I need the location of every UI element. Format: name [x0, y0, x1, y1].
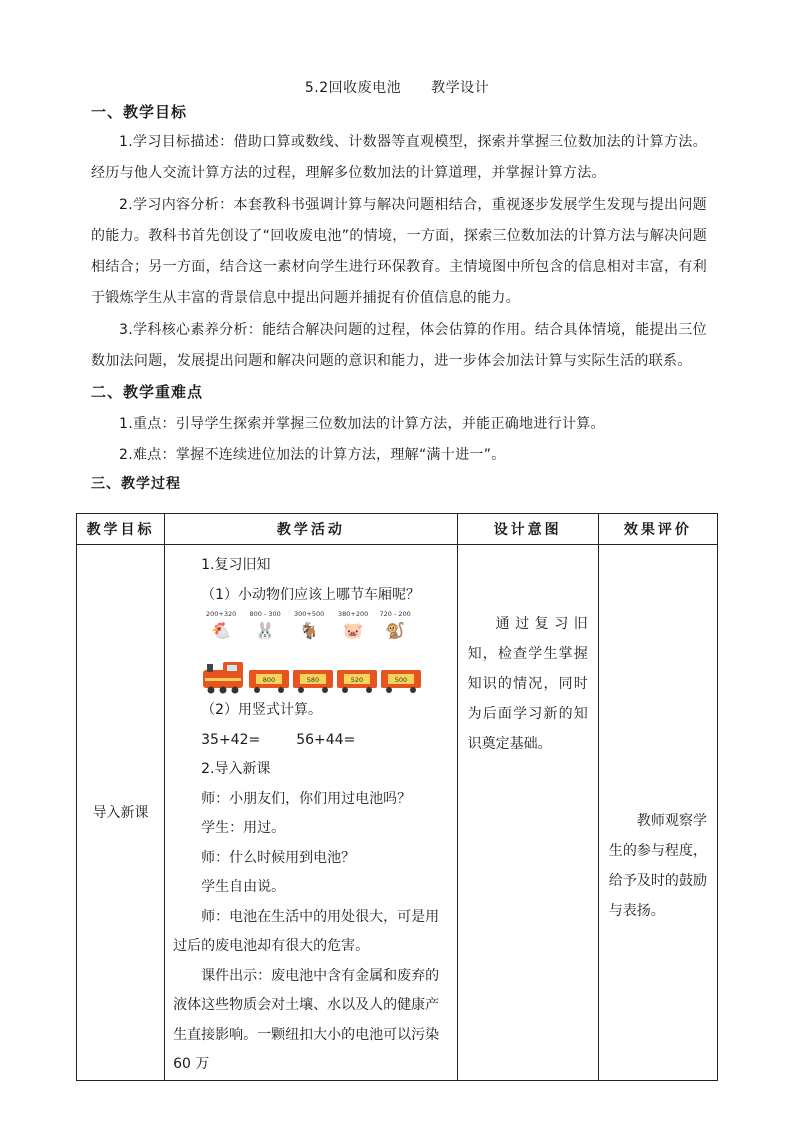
- goal-paragraph-2: 2.学习内容分析：本套教科书强调计算与解决问题相结合，重视逐步发展学生发现与提出问题的能力。教科书首先创设了“回收废电池”的情境，一方面，探索三位数加法的计算方法与解决问题相结合；另一方面，结合这一素材向学生进行环保教育。主情境图中所包含的信息相对丰富，有利于锻炼学生从丰富的背景信息中提出问题并捕捉有价值信息的能力。: [91, 197, 707, 306]
- table-row: [77, 545, 718, 1081]
- section-heading-process: 三、教学过程: [91, 476, 181, 492]
- goal-paragraph-1: 1.学习目标描述：借助口算或数线、计数器等直观模型，探索并掌握三位数加法的计算方法。经历与他人交流计算方法的过程，理解多位数加法的计算道理，并掌握计算方法。: [91, 134, 707, 181]
- activity-question-1: （1）小动物们应该上哪节车厢呢？: [201, 586, 421, 603]
- activity-cell: [165, 545, 457, 1081]
- car-label: 500: [394, 676, 408, 684]
- car-label: 580: [306, 676, 320, 684]
- goat-icon: 🐐: [299, 621, 320, 640]
- intent-text: 通过复习旧知，检查学生掌握知识的情况，同时为后面学习新的知识奠定基础。: [467, 616, 588, 752]
- monkey-icon: 🐒: [385, 621, 406, 640]
- activity-newlesson-heading: 2.导入新课: [201, 761, 271, 777]
- evaluation-cell: [598, 545, 717, 1081]
- goal-cell: 导入新课: [77, 545, 165, 1081]
- animal-expressions: [201, 610, 421, 658]
- activity-calculations: [173, 726, 446, 756]
- goal-paragraph-3: 3.学科核心素养分析：能结合解决问题的过程，体会估算的作用。结合具体情境，能提出三位数加法问题，发展提出问题和解决问题的意识和能力，进一步体会加法计算与实际生活的联系。: [91, 322, 707, 369]
- table-header-row: [77, 514, 718, 545]
- title-lesson: 5.2回收废电池: [304, 80, 402, 96]
- dialogue-line: 师：小朋友们，你们用过电池吗？: [201, 790, 412, 807]
- document-title: [0, 77, 794, 97]
- train-icon: [201, 658, 425, 694]
- dialogue-line: 学生：用过。: [201, 820, 286, 836]
- chicken-icon: 🐔: [211, 621, 232, 640]
- rabbit-icon: 🐰: [255, 621, 276, 640]
- teaching-process-table: [76, 513, 718, 1081]
- expression-label: 200+320: [205, 610, 237, 618]
- train-illustration: [201, 610, 446, 696]
- dialogue-line: 师：什么时候用到电池？: [201, 849, 356, 866]
- car-label: 800: [262, 676, 276, 684]
- pig-icon: 🐷: [343, 621, 364, 640]
- header-activity: 教学活动: [165, 514, 457, 545]
- calc-1: 35+42=: [201, 731, 261, 748]
- keypoint-difficult: 2.难点：掌握不连续进位加法的计算方法，理解“满十进一”。: [119, 447, 506, 463]
- expression-label: 380+200: [337, 610, 369, 618]
- intent-cell: [457, 545, 598, 1081]
- header-goal: 教学目标: [77, 514, 165, 545]
- activity-review-heading: 1.复习旧知: [201, 557, 271, 573]
- section-heading-keypoints: 二、教学重难点: [91, 383, 204, 401]
- expression-label: 800 - 300: [249, 610, 281, 618]
- expression-label: 720 - 200: [379, 610, 411, 618]
- calc-2: 56+44=: [296, 731, 356, 748]
- title-type: 教学设计: [431, 80, 490, 96]
- keypoint-important: 1.重点：引导学生探索并掌握三位数加法的计算方法，并能正确地进行计算。: [119, 416, 605, 432]
- evaluation-text: 教师观察学生的参与程度，给予及时的鼓励与表扬。: [608, 813, 707, 919]
- header-intent: 设计意图: [457, 514, 598, 545]
- dialogue-line: 学生自由说。: [201, 879, 286, 895]
- dialogue-paragraph: 师：电池在生活中的用处很大，可是用过后的废电池却有很大的危害。: [173, 908, 440, 954]
- courseware-paragraph: 课件出示：废电池中含有金属和废弃的液体这些物质会对土壤、水以及人的健康产生直接影响。一颗纽扣大小的电池可以污染 60 万: [173, 967, 440, 1072]
- activity-question-2: （2）用竖式计算。: [201, 702, 323, 718]
- expression-label: 300+500: [293, 610, 325, 618]
- car-label: 520: [350, 676, 364, 684]
- header-evaluation: 效果评价: [598, 514, 717, 545]
- section-heading-goals: 一、教学目标: [91, 103, 188, 121]
